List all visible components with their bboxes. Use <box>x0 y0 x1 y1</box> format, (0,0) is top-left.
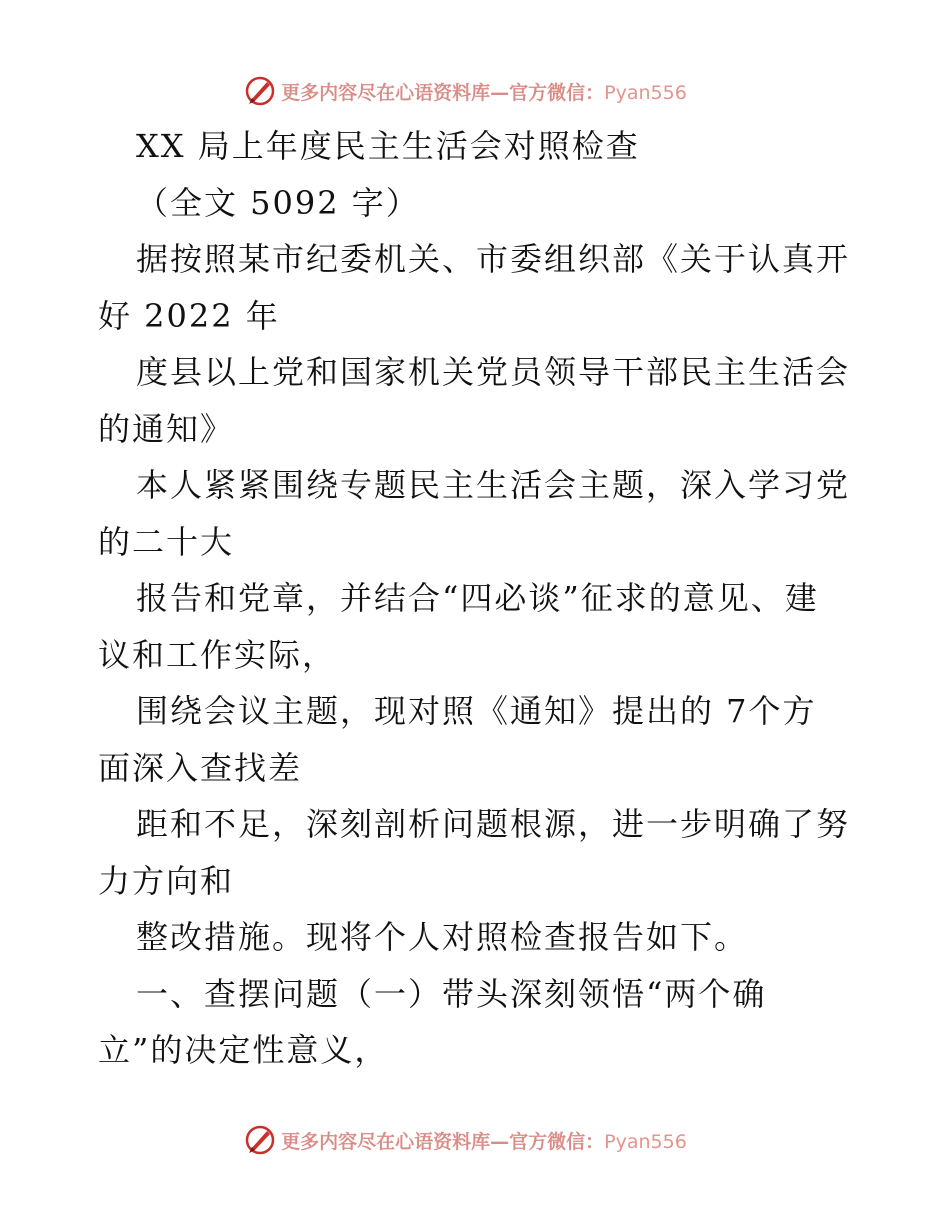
document-line: 立”的决定性意义， <box>98 1031 389 1069</box>
document-body <box>98 118 858 1079</box>
footer-watermark <box>0 1120 950 1160</box>
document-line: 面深入查找差 <box>98 748 303 787</box>
document-line: 距和不足，深刻剖析问题根源，进一步明确了努 <box>136 805 851 843</box>
header-watermark <box>0 71 950 111</box>
pen-logo-icon <box>243 74 277 108</box>
document-line: 力方向和 <box>98 861 235 900</box>
document-line: 度县以上党和国家机关党员领导干部民主生活会 <box>136 353 851 391</box>
pen-logo-icon <box>243 1123 277 1157</box>
document-line: 一、查摆问题（一）带头深刻领悟“两个确 <box>136 974 767 1013</box>
document-line: 的通知》 <box>98 409 235 448</box>
document-line: 的二十大 <box>98 522 235 561</box>
document-line: XX 局上年度民主生活会对照检查 <box>136 127 640 165</box>
document-line: 据按照某市纪委机关、市委组织部《关于认真开 <box>136 240 851 278</box>
document-line: 好 2022 年 <box>98 296 280 335</box>
document-line: 报告和党章，并结合“四必谈”征求的意见、建 <box>136 579 819 617</box>
watermark-text: 更多内容尽在心语资料库—官方微信：Pyan556 <box>281 81 687 104</box>
document-line: 整改措施。现将个人对照检查报告如下。 <box>136 918 749 956</box>
watermark-id: Pyan556 <box>604 81 687 104</box>
document-line: （全文 5092 字） <box>136 183 420 222</box>
document-line: 本人紧紧围绕专题民主生活会主题，深入学习党 <box>136 466 851 504</box>
watermark-id: Pyan556 <box>604 1130 687 1153</box>
document-line: 围绕会议主题，现对照《通知》提出的 7个方 <box>136 692 817 730</box>
document-line: 议和工作实际， <box>98 635 337 674</box>
watermark-text: 更多内容尽在心语资料库—官方微信：Pyan556 <box>281 1130 687 1153</box>
